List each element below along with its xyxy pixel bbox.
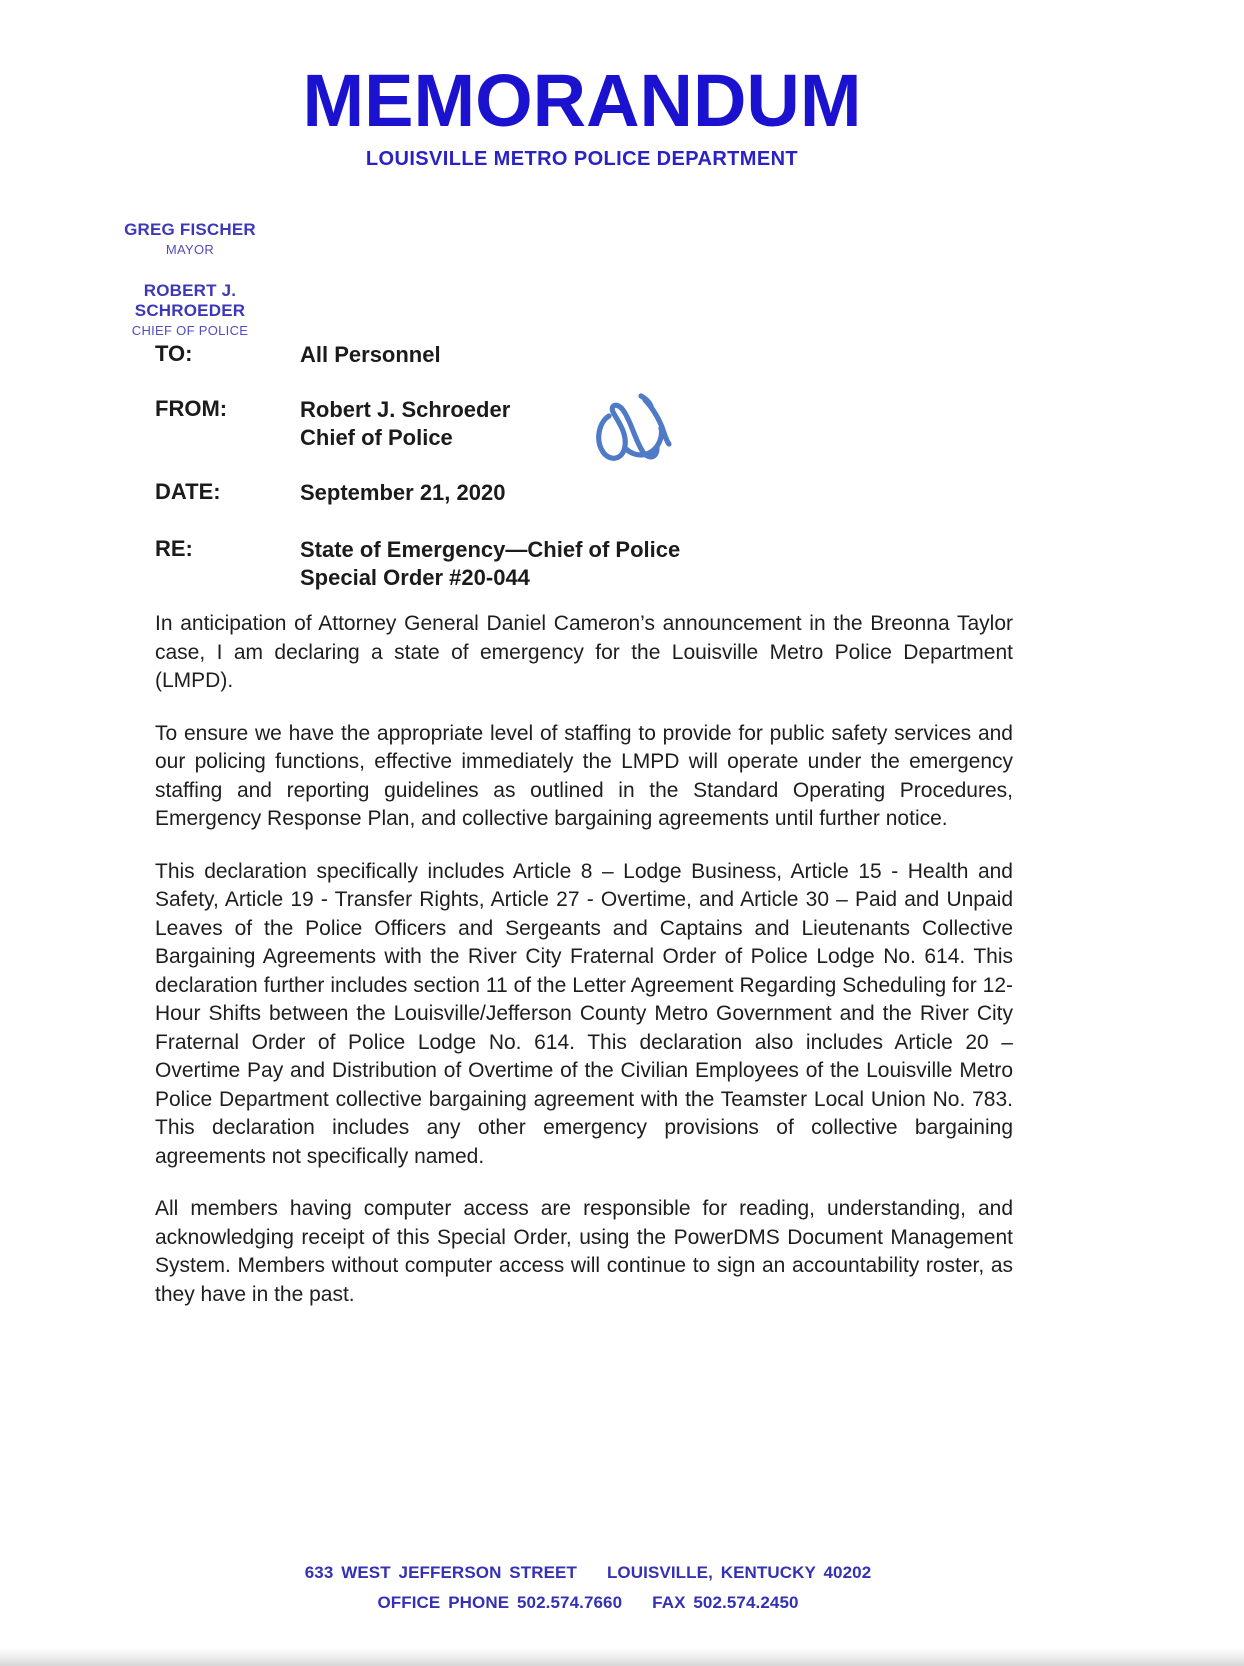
official-name: ROBERT J. SCHROEDER: [134, 281, 246, 320]
footer-city: LOUISVILLE, KENTUCKY 40202: [606, 1563, 872, 1582]
field-from: [155, 396, 510, 452]
from-title: Chief of Police: [300, 425, 453, 450]
re-subject: State of Emergency—Chief of Police: [300, 537, 681, 562]
field-re: [155, 536, 680, 592]
signature-scribble-icon: [575, 378, 675, 478]
footer-address-line: [0, 1563, 1176, 1583]
official-title: CHIEF OF POLICE: [131, 323, 249, 338]
re-order-number: Special Order #20-044: [300, 565, 530, 590]
official-title: MAYOR: [165, 242, 215, 257]
field-label: DATE:: [155, 479, 221, 504]
memo-header: [0, 59, 1164, 171]
footer-street: 633 WEST JEFFERSON STREET: [304, 1563, 577, 1582]
footer-phone-line: [0, 1593, 1176, 1613]
field-value: [300, 536, 680, 592]
field-value: September 21, 2020: [300, 480, 506, 505]
footer-phone: OFFICE PHONE 502.574.7660: [377, 1593, 623, 1612]
memo-title: MEMORANDUM: [302, 59, 862, 142]
official-name: GREG FISCHER: [124, 220, 256, 239]
field-value: [300, 396, 510, 452]
paragraph: This declaration specifically includes Article 8 – Lodge Business, Article 15 - Health and Safety, Article 19 - Transfer Rights, Article 27 - Overtime, and Article 30 – Paid and Unpaid Leaves of the Police Officers and Sergeants and Captains and Lieutenants Collective Bargaining Agreements with the River City Fraternal Order of Police Lodge No. 614. This declaration further includes section 11 of the Letter Agreement Regarding Scheduling for 12-Hour Shifts between the Louisville/Jefferson County Metro Government and the River City Fraternal Order of Police Lodge No. 614. This declaration also includes Article 20 – Overtime Pay and Distribution of Overtime of the Civilian Employees of the Louisville Metro Police Department collective bargaining agreement with the Teamster Local Union No. 783. This declaration includes any other emergency provisions of collective bargaining agreements not specifically named.: [155, 859, 1013, 1168]
field-to: [155, 341, 441, 369]
paragraph: All members having computer access are responsible for reading, understanding, and acknowledging receipt of this Special Order, using the PowerDMS Document Management System. Members without computer access will continue to sign an accountability roster, as they have in the past.: [155, 1197, 1013, 1306]
field-label: RE:: [155, 536, 193, 561]
official-mayor: [88, 220, 292, 257]
paragraph: In anticipation of Attorney General Daniel Cameron’s announcement in the Breonna Taylor case, I am declaring a state of emergency for the Louisville Metro Police Department (LMPD).: [155, 612, 1013, 692]
memo-footer: [0, 1563, 1176, 1613]
official-chief: [88, 281, 292, 338]
field-value: All Personnel: [300, 342, 441, 367]
memo-body: [155, 610, 1013, 1333]
paragraph: To ensure we have the appropriate level of staffing to provide for public safety services and our policing functions, effective immediately the LMPD will operate under the emergency staffing and reporting guidelines as outlined in the Standard Operating Procedures, Emergency Response Plan, and collective bargaining agreements until further notice.: [155, 721, 1013, 830]
scan-edge-bar: [0, 1648, 1244, 1666]
from-name: Robert J. Schroeder: [300, 397, 511, 422]
field-date: [155, 479, 505, 507]
field-label: TO:: [155, 341, 193, 366]
department-name: LOUISVILLE METRO POLICE DEPARTMENT: [365, 148, 799, 170]
footer-fax: FAX 502.574.2450: [652, 1593, 799, 1612]
field-label: FROM:: [155, 396, 228, 421]
